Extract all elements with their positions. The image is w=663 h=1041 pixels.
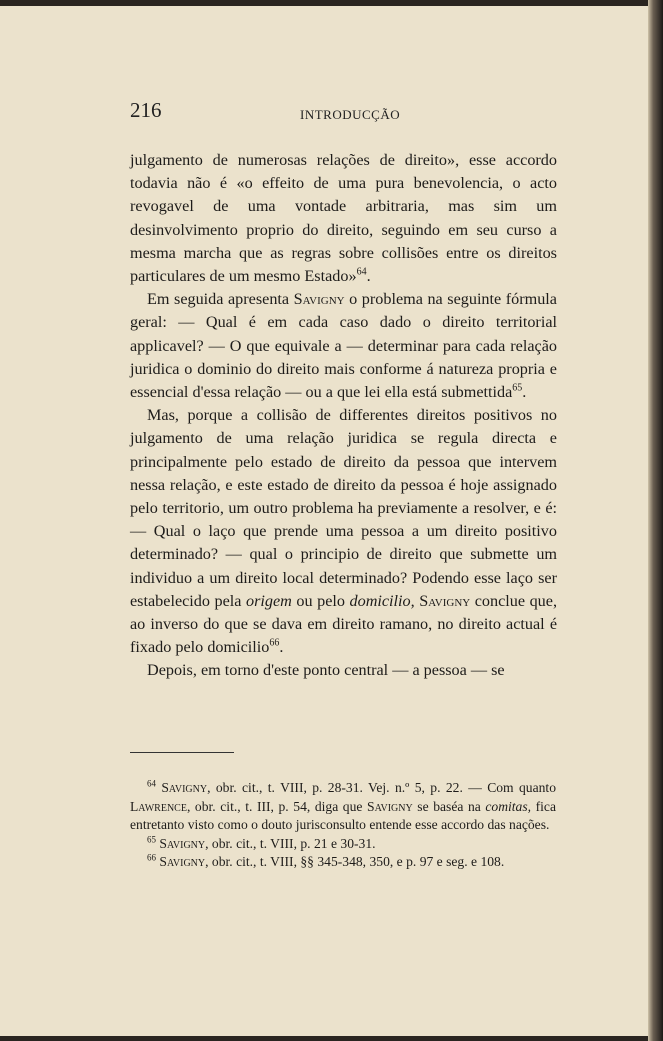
footnote-author: Savigny (156, 854, 206, 870)
paragraph-2-end: . (522, 383, 527, 402)
paragraph-3-text-d: conclue que, ao inverso do que se dava em direito ramano, no direito actual é fixado pelo domicilio (130, 591, 557, 657)
paragraph-3-text-b: ou pelo (291, 591, 350, 610)
footnote-text: , obr. cit., t. VIII, p. 28-31. Vej. n.º 5, p. 22. — Com quanto (207, 780, 557, 795)
footnote-author: Savigny (367, 798, 413, 814)
footnote-text: fica entretanto visto como o douto jurisconsulto entende esse accordo das nações. (130, 798, 556, 833)
footnote-author: Lawrence (130, 798, 187, 814)
footnote-text: se baséa na (412, 798, 486, 814)
running-head: INTRODUCÇÃO (300, 107, 401, 122)
paragraph-3-text-a: Mas, porque a collisão de differentes direitos positivos no julgamento de uma relação juridica se regula directa e principalmente pelo estado de direito da pessoa que intervem nessa relação, e este estado de direito da pessoa é hoje assignado pelo territorio, um outro problema ha previamente a resolver, e é: — Qual o laço que prende uma pessoa a um direito positivo determinado? — qual o principio de direito que submette um individuo a um direito local determinado? Podendo esse laço ser estabelecido pela (130, 406, 557, 610)
book-spine-edge (648, 0, 663, 1041)
footnote-ref-65: 65 (512, 382, 523, 394)
paragraph-1-end: . (366, 267, 371, 286)
term-origem: origem (246, 591, 292, 610)
footnote-64 (130, 779, 556, 835)
term-domicilio: domicilio, (349, 591, 415, 610)
page-header (130, 98, 560, 128)
footnotes (130, 779, 556, 872)
paragraph-1 (130, 149, 557, 288)
footnote-text: , obr. cit., t. III, p. 54, diga que (186, 798, 368, 814)
footnote-author: Savigny (156, 780, 208, 795)
footnote-text: , obr. cit., t. VIII, §§ 345-348, 350, e p. 97 e seg. e 108. (205, 854, 505, 870)
paragraph-1-text: julgamento de numerosas relações de direito», esse accordo todavia não é «o effeito de uma pura benevolencia, o acto revogavel de uma vontade arbitraria, mas sim um desinvolvimento proprio do direito, seguindo em seu curso a mesma marcha que as regras sobre collisões entre os direitos particulares de um mesmo Estado» (130, 151, 557, 286)
paragraph-2-text-b: o problema na seguinte fórmula geral: — Qual é em cada caso dado o direito territorial applicavel? — O que equivale a — determinar para cada relação juridica o dominio do direito mais conforme á natureza propria e essencial d'essa relação — ou a que lei ella está submettida (130, 290, 557, 402)
footnote-65 (130, 835, 556, 854)
footnote-66-mark: 66 (147, 852, 156, 863)
paragraph-3-end: . (279, 638, 284, 657)
paragraph-3 (130, 404, 557, 659)
footnote-ref-64: 64 (356, 266, 367, 278)
footnote-author: Savigny (156, 835, 206, 851)
paragraph-2 (130, 288, 557, 404)
footnote-66 (130, 853, 556, 872)
book-page (0, 6, 649, 1036)
footnote-divider (130, 752, 234, 753)
author-name: Savigny (293, 290, 345, 309)
author-name: Savigny (419, 591, 471, 610)
paragraph-4-text: Depois, em torno d'este ponto central — a pessoa — se (147, 661, 505, 680)
paragraph-4 (130, 659, 557, 682)
footnote-64-mark: 64 (147, 778, 156, 789)
footnote-term: comitas, (485, 798, 532, 814)
body-text (130, 149, 557, 683)
footnote-65-mark: 65 (147, 834, 156, 845)
footnote-ref-66: 66 (269, 637, 280, 649)
paragraph-2-text-a: Em seguida apresenta (147, 290, 294, 309)
footnote-text: , obr. cit., t. VIII, p. 21 e 30-31. (205, 835, 376, 851)
page-number: 216 (130, 98, 162, 122)
